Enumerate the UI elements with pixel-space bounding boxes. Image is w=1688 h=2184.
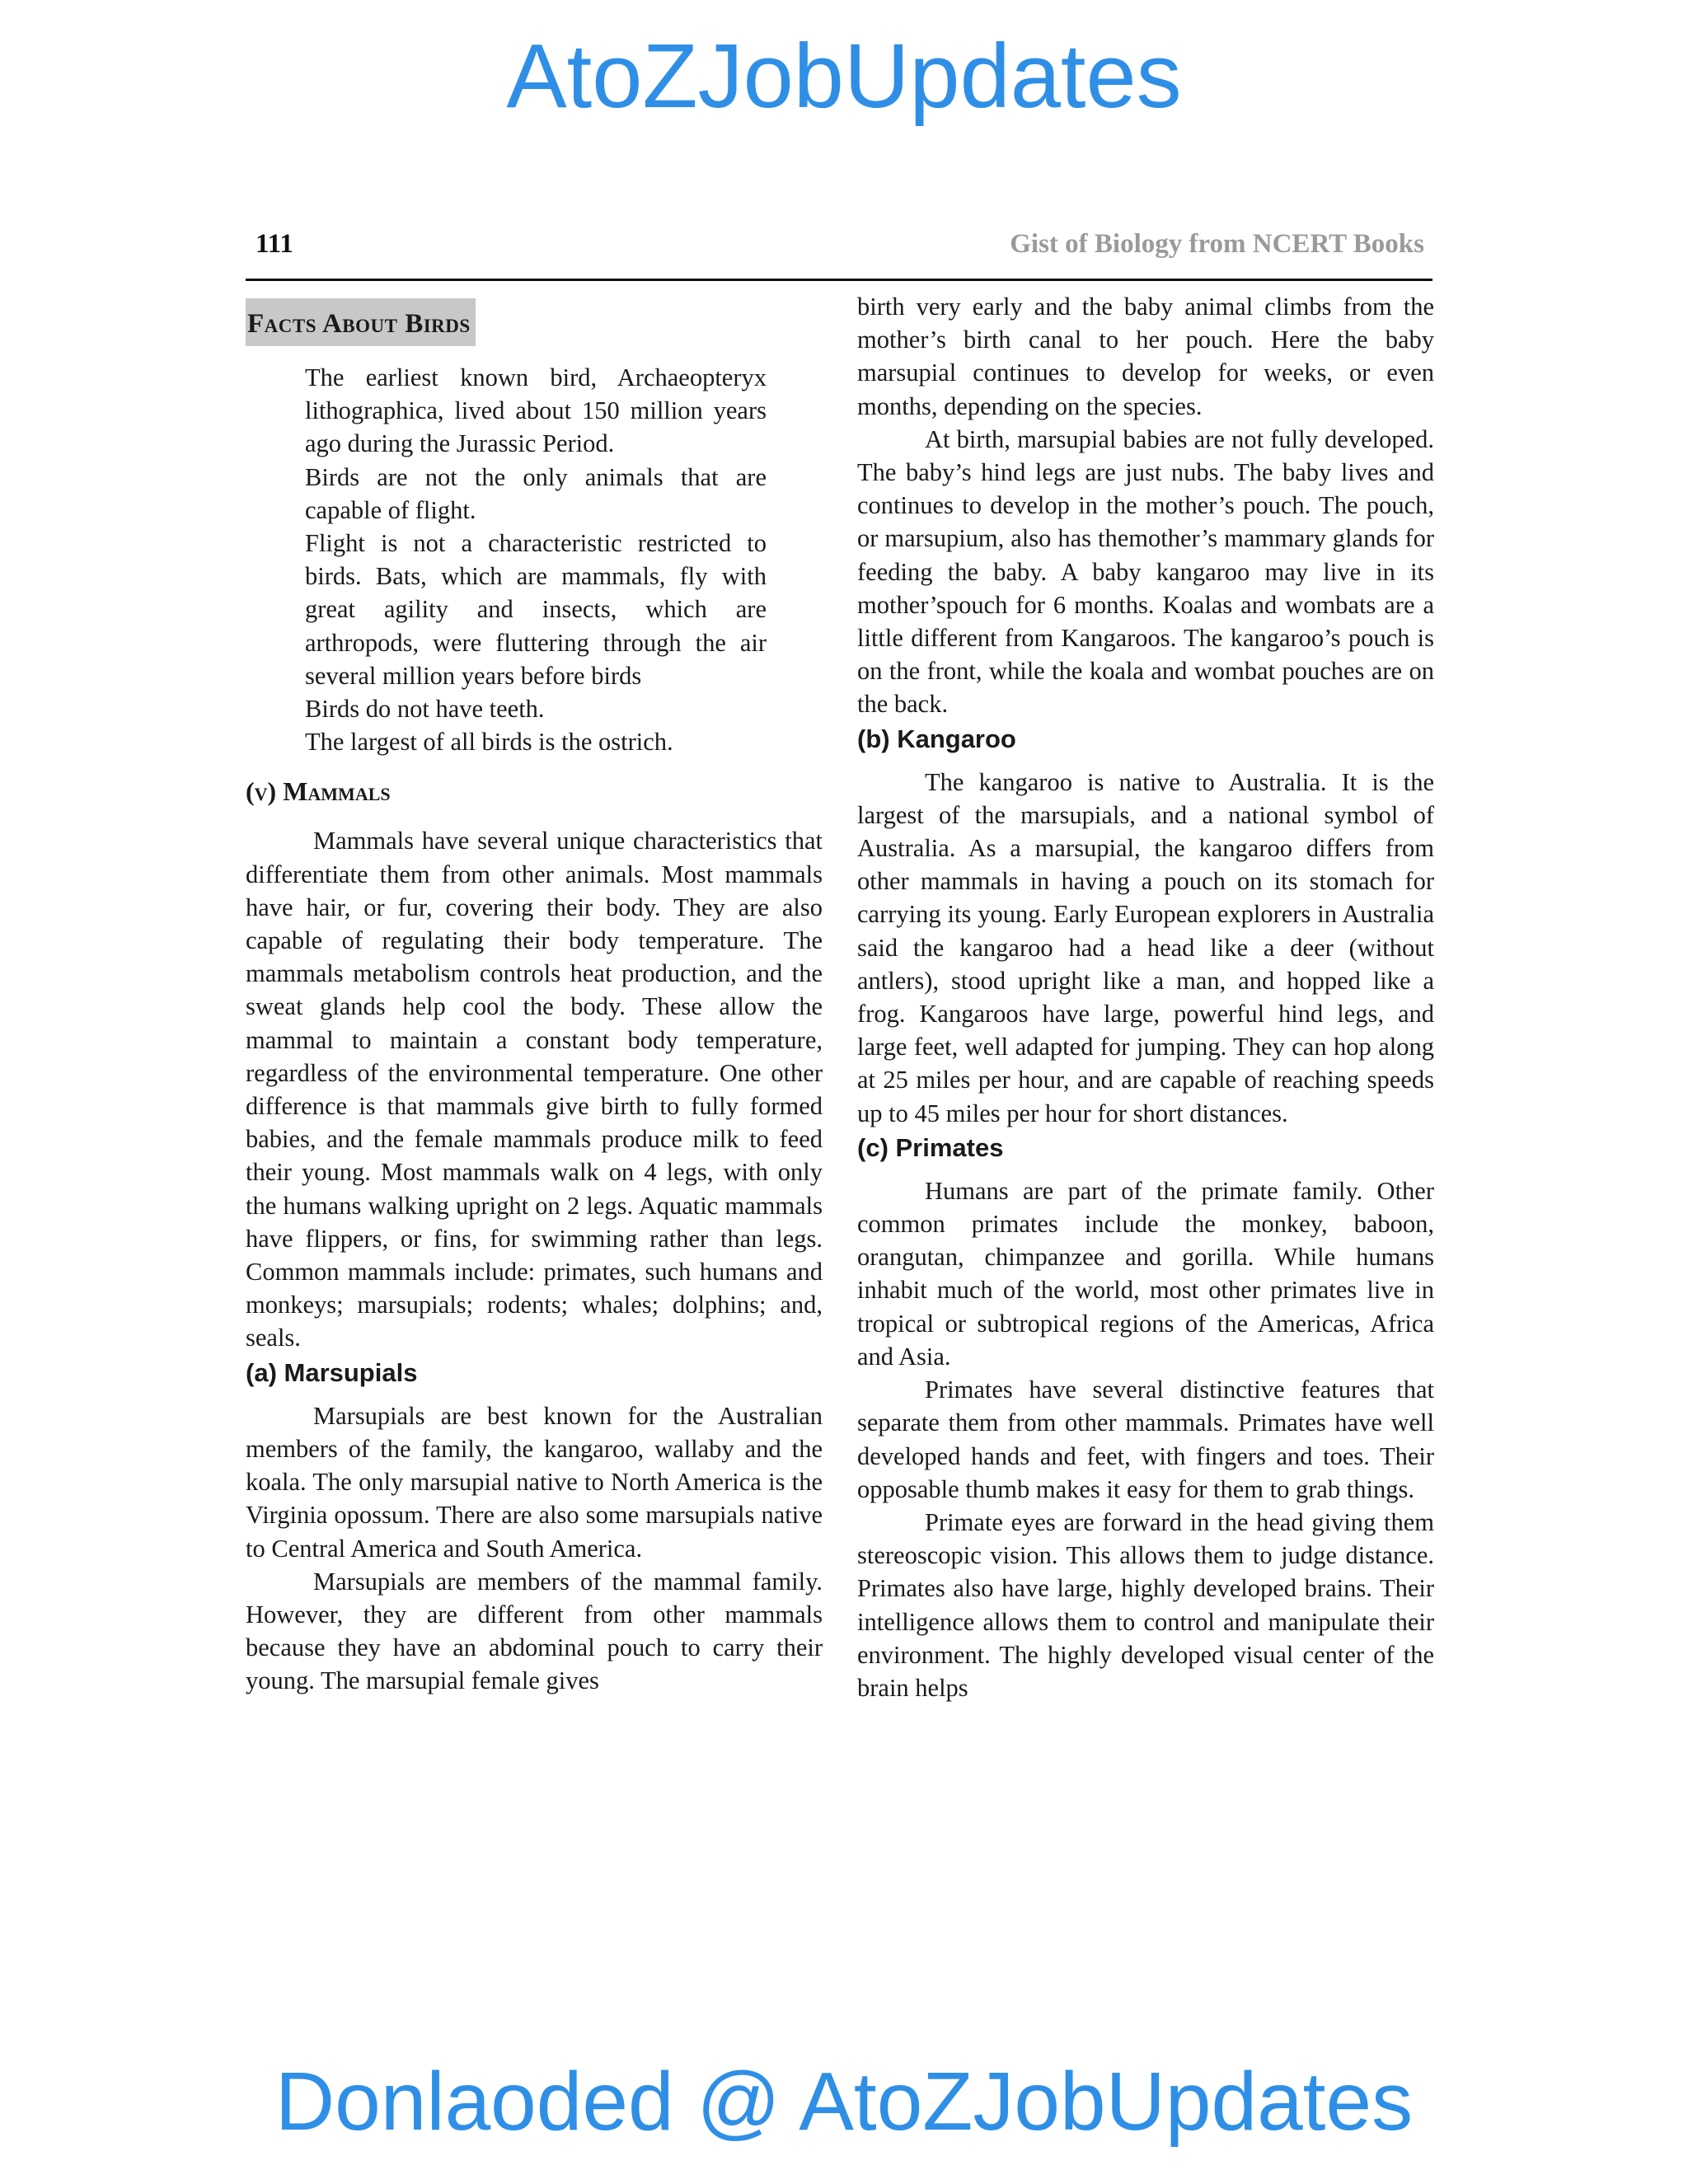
primates-paragraph: Primates have several distinctive features that separate them from other mammals. Primates have well developed hands and feet, with fingers and toes. Their opposable thumb makes it easy for them to grab things.: [857, 1376, 1434, 1503]
fact-item: Birds are not the only animals that are capable of flight.: [305, 462, 767, 524]
kangaroo-paragraph: The kangaroo is native to Australia. It is the largest of the marsupials, and a national symbol of Australia. As a marsupial, the kangaroo differs from other mammals in having a pouch on its stomach for carrying its young. Early European explorers in Australia said the kangaroo had a head like a deer (without antlers), stood upright like a man, and hopped like a frog. Kangaroos have large, powerful hind legs, and large feet, well adapted for jumping. They can hop along at 25 miles per hour, and are capable of reaching speeds up to 45 miles per hour for short distances.: [857, 767, 1434, 1127]
page-number: 111: [256, 229, 293, 259]
primates-paragraph: Humans are part of the primate family. Other common primates include the monkey, baboon, orangutan, chimpanzee and gorilla. While humans inhabit much of the world, most other primates live in tropical or subtropical regions of the Americas, Africa and Asia.: [857, 1176, 1434, 1371]
fact-item: Flight is not a characteristic restricted to birds. Bats, which are mammals, fly with great agility and insects, which are arthropods, were fluttering through the air several million years before birds: [305, 529, 767, 690]
primates-heading: (c) Primates: [857, 1132, 1004, 1162]
birth-paragraph: At birth, marsupial babies are not fully developed. The baby’s hind legs are just nubs. The baby lives and continues to develop in the mother’s pouch. The pouch, or marsupium, also has themother’s mammary glands for feeding the baby. A baby kangaroo may live in its mother’spouch for 6 months. Koalas and wombats are a little different from Kangaroos. The kangaroo’s pouch is on the front, while the koala and wombat pouches are on the back.: [857, 424, 1434, 719]
marsupials-paragraph: Marsupials are best known for the Australian members of the family, the kangaroo, wallaby and the koala. The only marsupial native to North America is the Virginia opossum. There are also some marsupials native to Central America and South America.: [246, 1401, 823, 1563]
fact-item: The earliest known bird, Archaeopteryx lithographica, lived about 150 million years ago during the Jurassic Period.: [305, 363, 767, 458]
mammals-heading: (v) Mammals: [246, 776, 391, 807]
continued-paragraph: birth very early and the baby animal climbs from the mother’s birth canal to her pouch. Here the baby marsupial continues to develop for weeks, or even months, depending on the species.: [857, 293, 1434, 420]
marsupials-heading: (a) Marsupials: [246, 1357, 418, 1387]
marsupials-paragraph: Marsupials are members of the mammal family. However, they are different from other mammals because they have an abdominal pouch to carry their young. The marsupial female gives: [246, 1567, 823, 1695]
facts-heading: Facts About Birds: [246, 298, 476, 346]
mammals-paragraph: Mammals have several unique characteristics that differentiate them from other animals. Most mammals have hair, or fur, covering their body. They are also capable of regulating their body temperature. The mammals metabolism controls heat production, and the sweat glands help cool the body. These allow the mammal to maintain a constant body temperature, regardless of the environmental temperature. One other difference is that mammals give birth to fully formed babies, and the female mammals produce milk to feed their young. Most mammals walk on 4 legs, with only the humans walking upright on 2 legs. Aquatic mammals have flippers, or fins, for swimming rather than legs. Common mammals include: primates, such humans and monkeys; marsupials; rodents; whales; dolphins; and, seals.: [246, 827, 823, 1352]
watermark-bottom: Donlaoded @ AtoZJobUpdates: [274, 2055, 1414, 2148]
kangaroo-heading: (b) Kangaroo: [857, 724, 1016, 753]
left-column: [246, 290, 823, 1698]
page-header: [246, 229, 1432, 281]
right-column: [857, 290, 1434, 1704]
primates-paragraph: Primate eyes are forward in the head giving them stereoscopic vision. This allows them to judge distance. Primates also have large, highly developed brains. Their intelligence allows them to control and manipulate their environment. The highly developed visual center of the brain helps: [857, 1507, 1434, 1702]
facts-list: [246, 361, 767, 758]
fact-item: The largest of all birds is the ostrich.: [305, 728, 673, 757]
watermark-top: AtoZJobUpdates: [506, 26, 1182, 127]
book-title: Gist of Biology from NCERT Books: [1010, 229, 1424, 259]
fact-item: Birds do not have teeth.: [305, 695, 545, 724]
